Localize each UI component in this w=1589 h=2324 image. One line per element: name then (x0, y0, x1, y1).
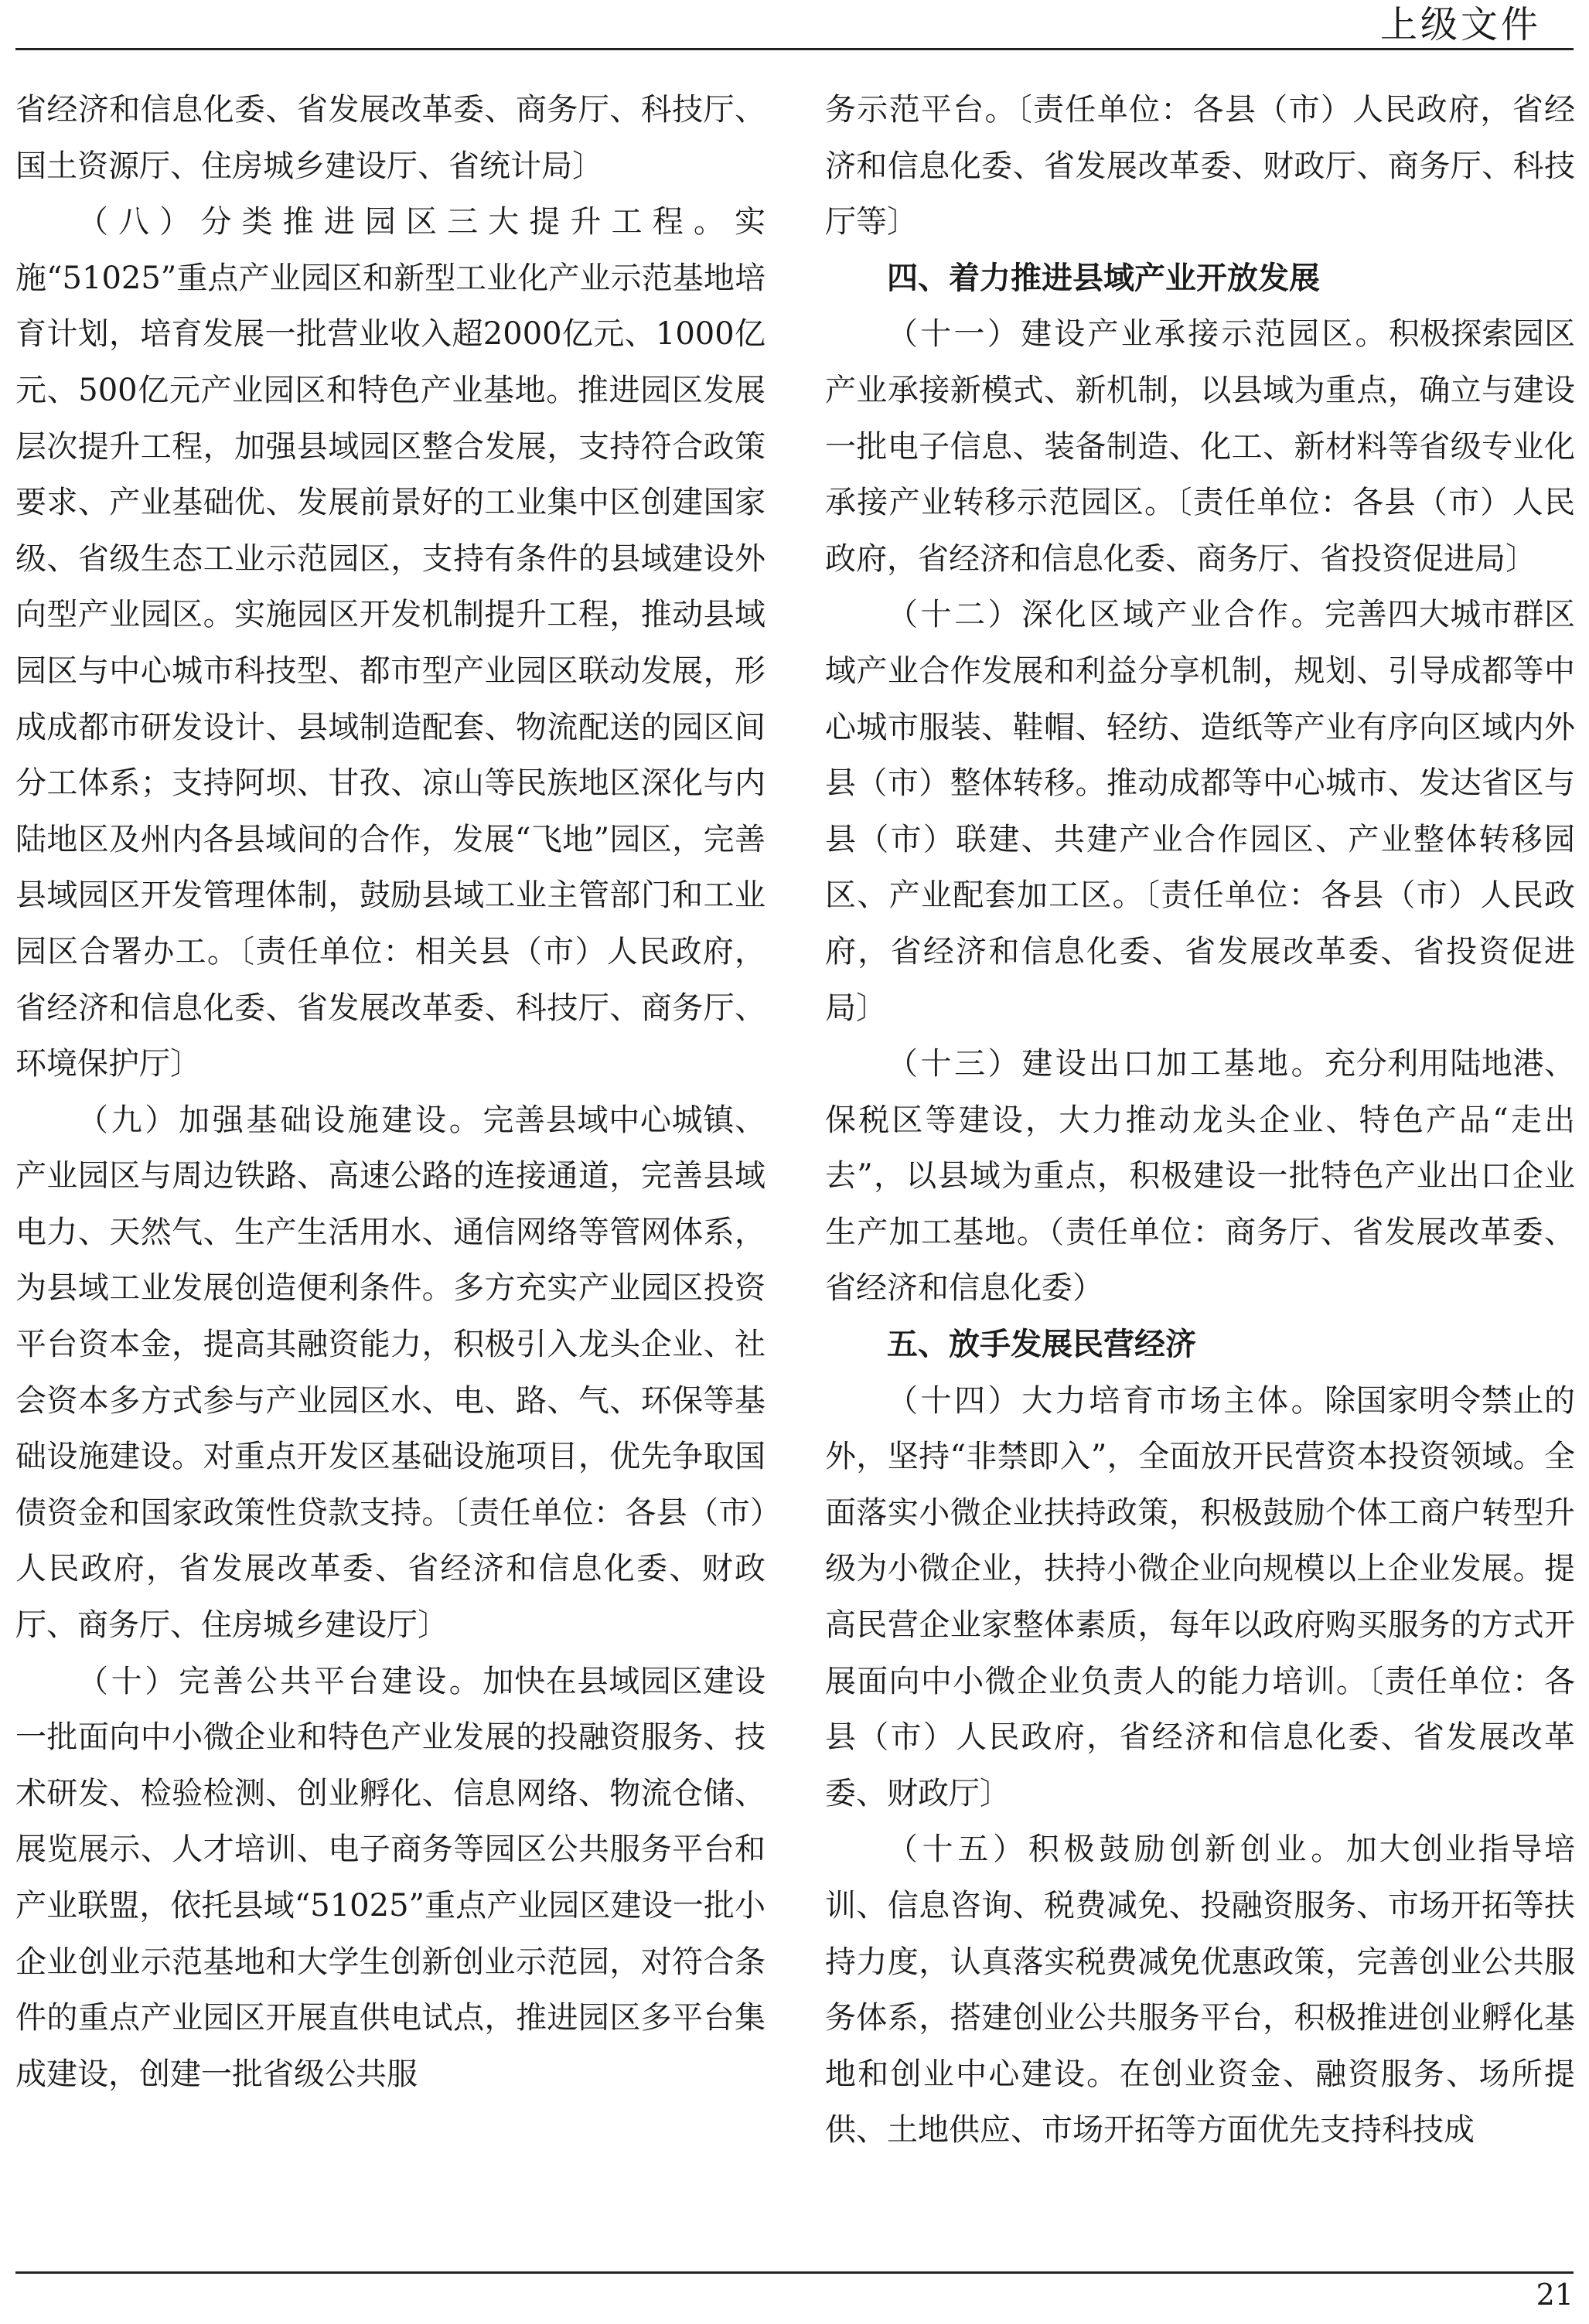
paragraph-text: 省经济和信息化委、省发展改革委、商务厅、科技厅、国土资源厅、住房城乡建设厅、省统计局〕 (15, 92, 766, 184)
paragraph-item-11 (825, 306, 1575, 587)
left-column (15, 82, 766, 2102)
paragraph-lead: （十五）积极鼓励创新创业。 (887, 1832, 1346, 1868)
paragraph-lead: （十四）大力培育市场主体。 (887, 1382, 1325, 1419)
paragraph-text: 除国家明令禁止的外，坚持“非禁即入”，全面放开民营资本投资领域。全面落实小微企业扶持政策，积极鼓励个体工商户转型升级为小微企业，扶持小微企业向规模以上企业发展。提高民营企业家整体素质，每年以政府购买服务的方式开展面向中小微企业负责人的能力培训。〔责任单位：各县（市）人民政府，省经济和信息化委、省发展改革委、财政厅〕 (825, 1382, 1576, 1811)
page-number: 21 (1536, 2278, 1574, 2312)
paragraph-text: 充分利用陆地港、保税区等建设，大力推动龙头企业、特色产品“走出去”，以县域为重点，积极建设一批特色产业出口企业生产加工基地。（责任单位：商务厅、省发展改革委、省经济和信息化委） (825, 1046, 1576, 1307)
footer-rule (15, 2271, 1574, 2274)
paragraph-item-8 (15, 194, 766, 1092)
paragraph-lead: （八）分类推进园区三大提升工程。 (77, 204, 735, 240)
paragraph-continued (825, 82, 1575, 250)
paragraph-text: 务示范平台。〔责任单位：各县（市）人民政府，省经济和信息化委、省发展改革委、财政厅、商务厅、科技厅等〕 (825, 92, 1575, 240)
section-heading-5: 五、放手发展民营经济 (887, 1327, 1196, 1363)
paragraph-text: 实施“51025”重点产业园区和新型工业化产业示范基地培育计划，培育发展一批营业收入超2000亿元、1000亿元、500亿元产业园区和特色产业基地。推进园区发展层次提升工程，加强县域园区整合发展，支持符合政策要求、产业基础优、发展前景好的工业集中区创建国家级、省级生态工业示范园区，支持有条件的县域建设外向型产业园区。实施园区开发机制提升工程，推动县域园区与中心城市科技型、都市型产业园区联动发展，形成成都市研发设计、县域制造配套、物流配送的园区间分工体系；支持阿坝、甘孜、凉山等民族地区深化与内陆地区及州内各县域间的合作，发展“飞地”园区，完善县域园区开发管理体制，鼓励县域工业主管部门和工业园区合署办工。〔责任单位：相关县（市）人民政府，省经济和信息化委、省发展改革委、科技厅、商务厅、环境保护厅〕 (15, 204, 766, 1082)
paragraph-item-15 (825, 1821, 1575, 2159)
paragraph-text: 完善县域中心城镇、产业园区与周边铁路、高速公路的连接通道，完善县域电力、天然气、生产生活用水、通信网络等管网体系，为县域工业发展创造便利条件。多方充实产业园区投资平台资本金，提高其融资能力，积极引入龙头企业、社会资本多方式参与产业园区水、电、路、气、环保等基础设施建设。对重点开发区基础设施项目，优先争取国债资金和国家政策性贷款支持。〔责任单位：各县（市）人民政府，省发展改革委、省经济和信息化委、财政厅、商务厅、住房城乡建设厅〕 (15, 1102, 766, 1644)
paragraph-item-10 (15, 1654, 766, 2103)
paragraph-continued (15, 82, 766, 194)
paragraph-text: 完善四大城市群区域产业合作发展和利益分享机制，规划、引导成都等中心城市服装、鞋帽、轻纺、造纸等产业有序向区域内外县（市）整体转移。推动成都等中心城市、发达省区与县（市）联建、共建产业合作园区、产业整体转移园区、产业配套加工区。〔责任单位：各县（市）人民政府，省经济和信息化委、省发展改革委、省投资促进局〕 (825, 597, 1576, 1026)
paragraph-lead: （九）加强基础设施建设。 (77, 1102, 483, 1138)
paragraph-item-12 (825, 587, 1575, 1036)
paragraph-text: 加大创业指导培训、信息咨询、税费减免、投融资服务、市场开拓等扶持力度，认真落实税费减免优惠政策，完善创业公共服务体系，搭建创业公共服务平台，积极推进创业孵化基地和创业中心建设。在创业资金、融资服务、场所提供、土地供应、市场开拓等方面优先支持科技成 (825, 1832, 1576, 2149)
section-heading-4: 四、着力推进县域产业开放发展 (887, 260, 1320, 296)
right-column (825, 82, 1575, 2159)
paragraph-lead: （十）完善公共平台建设。 (77, 1663, 483, 1699)
paragraph-text: 积极探索园区产业承接新模式、新机制，以县域为重点，确立与建设一批电子信息、装备制造、化工、新材料等省级专业化承接产业转移示范园区。〔责任单位：各县（市）人民政府，省经济和信息化委、商务厅、省投资促进局〕 (825, 316, 1575, 577)
header-rule (15, 48, 1574, 50)
paragraph-lead: （十三）建设出口加工基地。 (887, 1046, 1325, 1082)
paragraph-item-9 (15, 1092, 766, 1654)
paragraph-lead: （十一）建设产业承接示范园区。 (887, 316, 1389, 353)
paragraph-lead: （十二）深化区域产业合作。 (887, 597, 1325, 633)
paragraph-item-13 (825, 1036, 1575, 1317)
paragraph-text: 加快在县域园区建设一批面向中小微企业和特色产业发展的投融资服务、技术研发、检验检测、创业孵化、信息网络、物流仓储、展览展示、人才培训、电子商务等园区公共服务平台和产业联盟，依托县域“51025”重点产业园区建设一批小企业创业示范基地和大学生创新创业示范园，对符合条件的重点产业园区开展直供电试点，推进园区多平台集成建设，创建一批省级公共服 (15, 1663, 766, 2092)
paragraph-item-14 (825, 1373, 1575, 1822)
header-section-title: 上级文件 (1379, 3, 1541, 46)
